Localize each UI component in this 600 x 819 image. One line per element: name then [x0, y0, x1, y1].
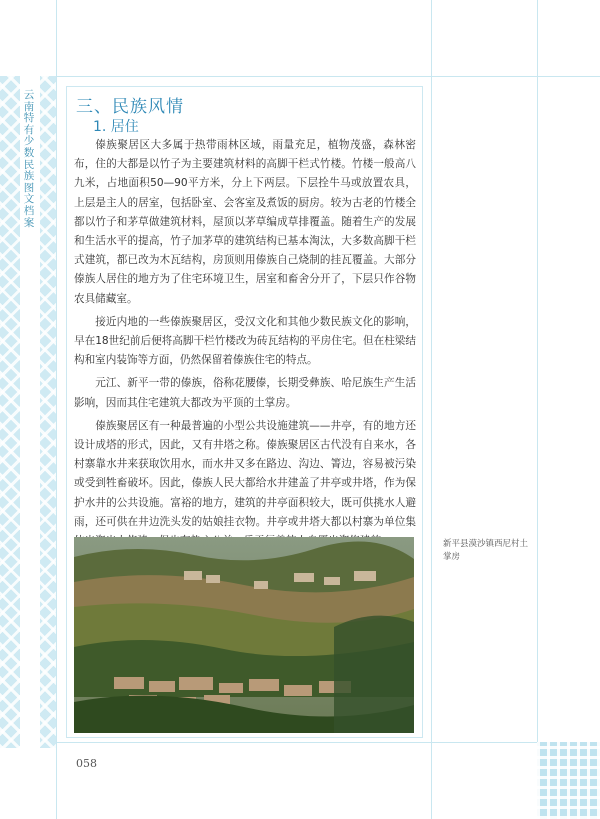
article-body: [74, 136, 416, 555]
paragraph: 傣族聚居区有一种最普遍的小型公共设施建筑——井亭，有的地方还设计成塔的形式，因此，又有井塔之称。傣族聚居区古代没有自来水，各村寨靠水井来获取饮用水，而水井又多在路边、沟边、箐边，容易被污染或受到牲畜破坏。因此，傣族人民大都给水井建盖了井亭或井塔，作为保护水井的公共设施。富裕的地方，建筑的井亭面积较大，既可供挑水人避雨，还可供在井边洗头发的姑娘挂衣物。井亭或井塔大都以村寨为单位集: [74, 419, 416, 528]
margin-line-right: [431, 0, 432, 819]
village-photo: [74, 537, 414, 733]
margin-line-outer: [537, 0, 538, 819]
vertical-book-title: 云南特有少数民族图文档案: [23, 89, 35, 229]
section-title: 三、民族风情: [76, 97, 184, 117]
subsection-title: 1. 居住: [93, 119, 139, 135]
footer-divider: [0, 742, 600, 743]
photo-caption: 新平县漠沙镇西尼村土掌房: [443, 539, 529, 562]
page-number: 058: [76, 757, 97, 770]
paragraph: 元江、新平一带的傣族，俗称花腰傣，长期受彝族、哈尼族生产生活影响，因而其住宅建筑大都改为平顶的土掌房。: [74, 377, 416, 409]
village-photo-illustration: [74, 537, 414, 733]
paragraph: 接近内地的一些傣族聚居区，受汉文化和其他少数民族文化的影响，早在18世纪前后便将高脚干栏竹楼改为砖瓦结构的平房住宅。但在柱梁结构和室内装饰等方面，仍然保留着傣族住宅的特点。: [74, 315, 416, 367]
paragraph: 傣族聚居区大多属于热带雨林区域，雨量充足，植物茂盛，森林密布，住的大都是以竹子为主要建筑材料的高脚干栏式竹楼。竹楼一般高八九米，占地面积50—90平方米，分上下两层。下层拴牛马或放置农具，上层是主人的居室，包括卧室、会客室及煮饭的厨房。较为古老的竹楼全都以竹子和茅草做建筑材料，屋顶以茅草编成草排覆盖。随着生产的发展和生活水平的提高，竹子加茅草的建筑结构已基本淘汰，大多数高脚干栏式建筑，都已改为木瓦结构，房顶则用傣族自己烧制的挂瓦覆盖。大部分傣族人居住的地方为了住宅环境卫生，居室和畜舍分开了，下层只作谷物农具储藏室。: [74, 139, 416, 305]
margin-line-left: [56, 0, 57, 819]
decorative-pattern-corner: [537, 742, 600, 819]
header-divider: [0, 76, 600, 77]
page-header-band: [0, 0, 600, 76]
